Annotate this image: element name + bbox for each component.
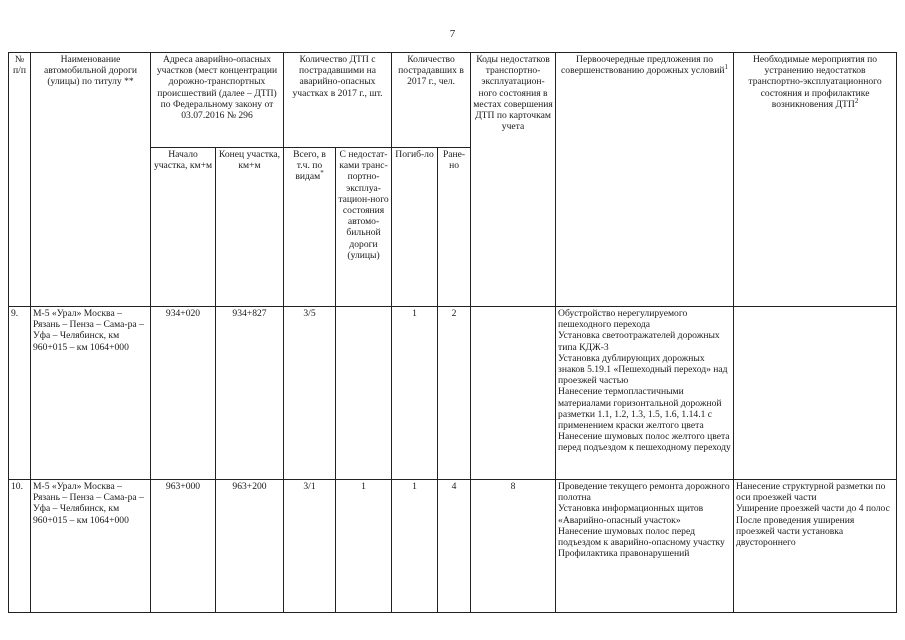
row-number: 9. — [9, 307, 31, 480]
dtp-defects-cell: 1 — [336, 480, 392, 613]
injured-cell: 2 — [438, 307, 471, 480]
start-cell: 934+020 — [151, 307, 216, 480]
measures-cell: Нанесение структурной разметки по оси проезжей части Уширение проезжей части до 4 полос После проведения уширения проезжей части установка двустороннего — [734, 480, 897, 613]
proposals-cell: Обустройство нерегулируемого пешеходного перехода Установка светоотражателей дорожных типа КДЖ-3 Установка дублирующих дорожных знаков 5.19.1 «Пешеходный переход» над проезжей частью Нанесение термопластичными материалами горизонтальной дорожной разметки 1.1, 1.2, 1.3, 1.5, 1.6, 1.14.1 с применением краски желтого цвета Нанесение шумовых полос желтого цвета перед подъездом к пешеходному переходу — [556, 307, 734, 480]
road-name-cell: М-5 «Урал» Москва – Рязань – Пенза – Сама-ра – Уфа – Челябинск, км 960+015 – км 1064+000 — [31, 307, 151, 480]
header-codes: Коды недостатков транспортно-эксплуатацион-ного состояния в местах совершения ДТП по карточкам учета — [471, 53, 556, 307]
accident-sites-table — [8, 52, 897, 613]
end-cell: 963+200 — [216, 480, 284, 613]
header-proposals-text: Первоочередные предложения по совершенствованию дорожных условий — [561, 54, 725, 77]
header-start: Начало участка, км+м — [151, 148, 216, 307]
page-number: 7 — [449, 28, 456, 40]
header-no: № п/п — [9, 53, 31, 307]
road-name-cell: М-5 «Урал» Москва – Рязань – Пенза – Сама-ра – Уфа – Челябинск, км 960+015 – км 1064+000 — [31, 480, 151, 613]
footnote-2-mark: 2 — [854, 96, 859, 105]
table-row — [9, 480, 897, 613]
header-injured: Ране-но — [438, 148, 471, 307]
footnote-1-mark: 1 — [724, 63, 728, 72]
header-addresses: Адреса аварийно-опасных участков (мест концентрации дорожно-транспортных происшествий (далее – ДТП) по Федеральному закону от 03.07.2016 № 296 — [151, 53, 284, 148]
header-killed: Погиб-ло — [392, 148, 438, 307]
end-cell: 934+827 — [216, 307, 284, 480]
header-measures — [734, 53, 897, 307]
dtp-total-cell: 3/5 — [284, 307, 336, 480]
measures-cell — [734, 307, 897, 480]
header-dtp-count: Количество ДТП с пострадавшими на аварийно-опасных участках в 2017 г., шт. — [284, 53, 392, 148]
header-row-1 — [9, 53, 897, 148]
header-victims: Количество пострадавших в 2017 г., чел. — [392, 53, 471, 148]
proposals-cell: Проведение текущего ремонта дорожного полотна Установка информационных щитов «Аварийно-опасный участок» Нанесение шумовых полос перед подъездом к аварийно-опасному участку Профилактика правонарушений — [556, 480, 734, 613]
dtp-total-cell: 3/1 — [284, 480, 336, 613]
start-cell: 963+000 — [151, 480, 216, 613]
codes-cell — [471, 307, 556, 480]
header-dtp-total — [284, 148, 336, 307]
header-dtp-total-text: Всего, в т.ч. по видам — [293, 149, 326, 183]
header-road-name: Наименование автомобильной дороги (улицы) по титулу ** — [31, 53, 151, 307]
header-end: Конец участка, км+м — [216, 148, 284, 307]
dtp-defects-cell — [336, 307, 392, 480]
header-proposals — [556, 53, 734, 307]
codes-cell: 8 — [471, 480, 556, 613]
killed-cell: 1 — [392, 480, 438, 613]
header-dtp-defects: С недостат-ками транс-портно-эксплуа-тацион-ного состояния автомо-бильной дороги (улицы) — [336, 148, 392, 307]
header-measures-text: Необходимые мероприятия по устранению недостатков транспортно-эксплуатационного состояния и профилактике возникновения ДТП — [748, 54, 882, 110]
killed-cell: 1 — [392, 307, 438, 480]
table-row — [9, 307, 897, 480]
footnote-star-mark: * — [320, 169, 324, 178]
row-number: 10. — [9, 480, 31, 613]
injured-cell: 4 — [438, 480, 471, 613]
